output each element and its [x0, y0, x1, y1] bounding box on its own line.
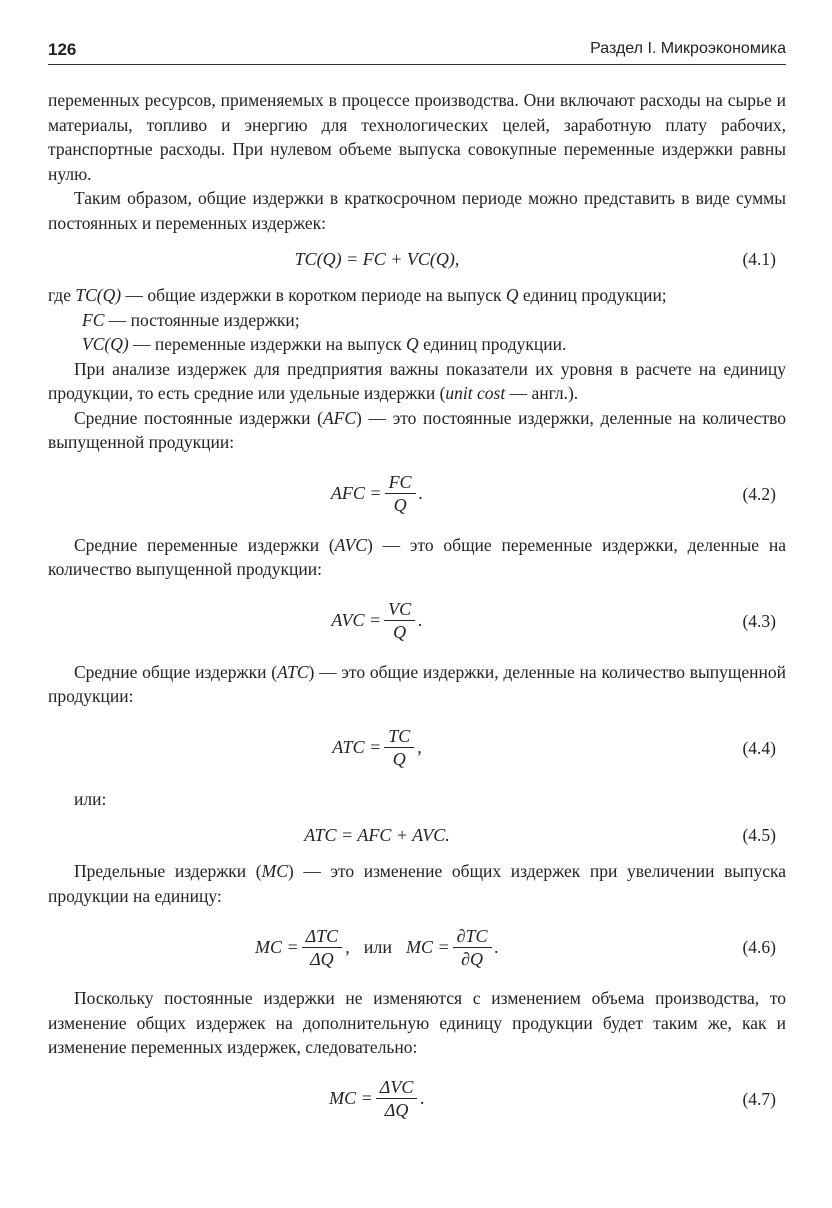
fraction-numerator: ∂TC — [453, 925, 492, 948]
fraction-denominator: ∂Q — [461, 948, 484, 969]
paragraph: Таким образом, общие издержки в краткосрочном периоде можно представить в виде суммы постоянных и переменных издержек: — [48, 188, 786, 233]
equation-number: (4.3) — [742, 610, 776, 631]
formula-4-7: MC = $\frac{\text{ΔVC}}{\Delta Q}$ . (4.7) — [329, 1077, 776, 1120]
fraction-numerator: ΔVC — [376, 1076, 418, 1099]
definition-line: VC(Q) — переменные издержки на выпуск Q единиц продукции. — [82, 334, 567, 354]
section-title: Раздел I. Микроэкономика — [590, 40, 786, 57]
fraction — [376, 1076, 418, 1121]
paragraph: Средние постоянные издержки (AFC) — это постоянные издержки, деленные на количество выпущенной продукции: — [48, 407, 786, 452]
formula-4-2: AFC = $\frac{FC}{Q}$ . (4.2) — [330, 472, 776, 515]
page-number: 126 — [48, 40, 77, 59]
paragraph: Средние общие издержки (ATC) — это общие издержки, деленные на количество выпущенной продукции: — [48, 661, 786, 706]
equation-number: (4.1) — [742, 248, 776, 269]
fraction — [453, 925, 492, 970]
fraction-numerator: TC — [384, 725, 414, 748]
formula-lhs: MC = — [405, 936, 450, 957]
equation-number: (4.7) — [742, 1088, 776, 1109]
formula-connector: или — [363, 936, 392, 957]
formula-lhs: AFC = — [330, 483, 382, 504]
equation-number: (4.6) — [742, 936, 776, 957]
formula-4-4: ATC = $\frac{TC}{Q}$ , (4.4) — [332, 726, 776, 769]
formula-lhs: MC = — [329, 1088, 373, 1109]
equation-number: (4.2) — [742, 483, 776, 504]
formula-4-5 — [48, 817, 786, 853]
formula-4-1 — [48, 241, 786, 277]
fraction — [302, 925, 343, 970]
formula-lhs: ATC = — [332, 737, 382, 758]
paragraph: Предельные издержки (MC) — это изменение общих издержек при увеличении выпуска продукции на единицу: — [48, 861, 787, 906]
fraction — [384, 725, 414, 770]
page-header — [48, 38, 786, 65]
paragraph: или: — [74, 788, 107, 809]
fraction-denominator: Q — [393, 622, 407, 642]
formula-4-3: AVC = $\frac{VC}{Q}$ . (4.3) — [331, 599, 776, 642]
formula-lhs: MC = — [254, 936, 299, 957]
fraction-numerator: VC — [384, 598, 415, 621]
definition-line: FC — постоянные издержки; — [82, 309, 300, 330]
fraction-numerator: FC — [385, 471, 416, 494]
equation-number: (4.5) — [742, 824, 776, 845]
equation-number: (4.4) — [742, 737, 776, 758]
fraction-denominator: Q — [392, 749, 406, 769]
formula-expression: TC(Q) = FC + VC(Q), — [294, 248, 460, 269]
page-body — [48, 88, 786, 1138]
paragraph: Поскольку постоянные издержки не изменяются с изменением объема производства, то изменение общих издержек на дополнительную единицу продукции будет таким же, как и изменение переменных издержек, следовательно: — [48, 988, 786, 1057]
paragraph: Средние переменные издержки (AVC) — это общие переменные издержки, деленные на количество выпущенной продукции: — [48, 534, 786, 579]
fraction-denominator: ΔQ — [310, 948, 334, 969]
fraction-denominator: ΔQ — [384, 1100, 409, 1120]
paragraph: При анализе издержек для предприятия важны показатели их уровня в расчете на единицу продукции, то есть средние или удельные издержки (unit cost — англ.). — [48, 358, 786, 403]
fraction-denominator: Q — [393, 495, 407, 515]
formula-4-6: MC = $\frac{\text{ΔTC}}{\Delta Q}$ , или MC = $\frac{\partial TC}{\partial Q}$ . (4.6) — [254, 925, 776, 969]
formula-expression: ATC = AFC + AVC. — [304, 824, 450, 845]
formula-lhs: AVC = — [331, 610, 382, 631]
fraction — [385, 471, 416, 516]
paragraph: переменных ресурсов, применяемых в процессе производства. Они включают расходы на сырье и материалы, топливо и энергию для технологических целей, заработную плату рабочих, транспортные расходы. При нулевом объеме выпуска совокупные переменные издержки равны нулю. — [48, 90, 786, 184]
fraction-numerator: ΔTC — [302, 925, 343, 948]
definition-line: где TC(Q) — общие издержки в коротком периоде на выпуск Q единиц продукции; — [48, 285, 667, 305]
fraction — [384, 598, 415, 643]
